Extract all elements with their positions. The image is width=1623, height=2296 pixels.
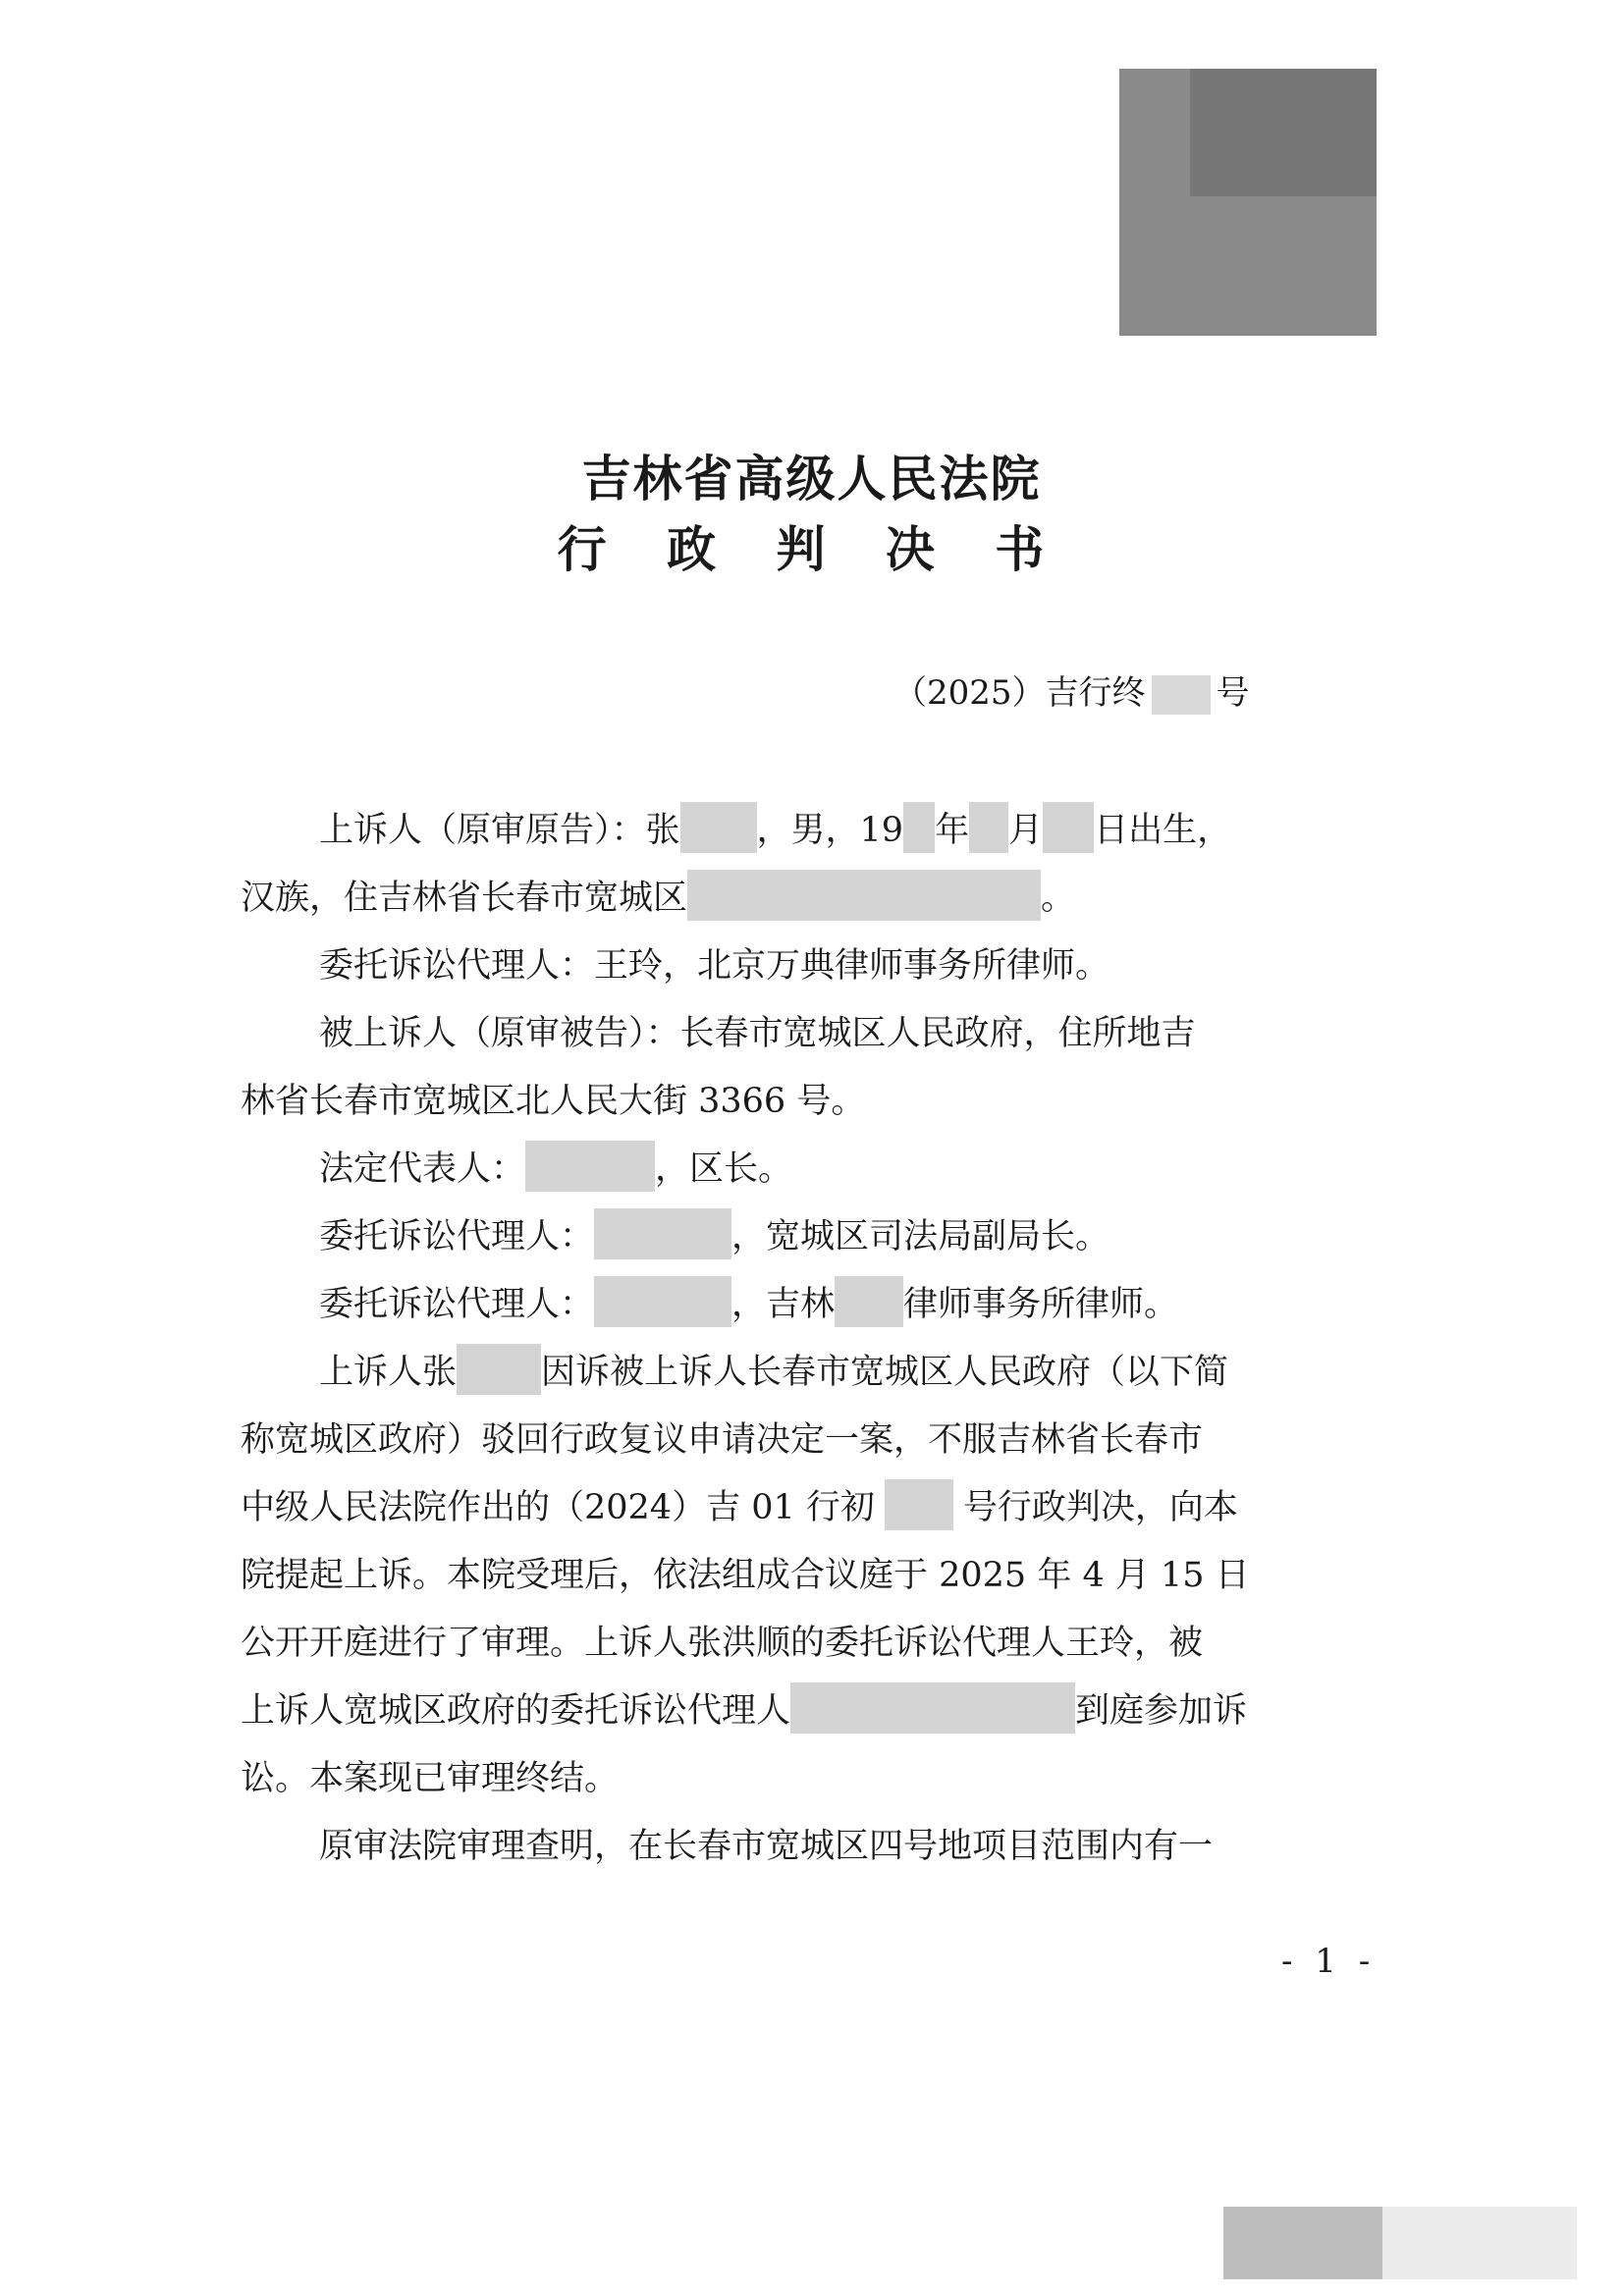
redaction: [594, 1208, 731, 1259]
agent-2-line: [241, 1203, 1370, 1271]
redaction: [594, 1276, 731, 1327]
agent-1-line: 委托诉讼代理人：王玲，北京万典律师事务所律师。: [319, 946, 1110, 986]
legal-rep-title: ，区长。: [655, 1149, 793, 1189]
narrative-text: 上诉人宽城区政府的委托诉讼代理人: [241, 1691, 791, 1731]
court-name: 吉林省高级人民法院: [581, 450, 1042, 507]
address-end: 。: [1041, 879, 1076, 918]
narrative-text: 到庭参加诉: [1075, 1691, 1248, 1731]
narrative-line-8: 原审法院审理查明，在长春市宽城区四号地项目范围内有一: [319, 1827, 1214, 1866]
redaction: [885, 1479, 953, 1530]
document-type: 行 政 判 决 书: [557, 520, 1066, 578]
redacted-footer: [1223, 2207, 1382, 2279]
appellant-gender-birth: ，男，19: [756, 811, 904, 850]
agent-2-title: ，宽城区司法局副局长。: [731, 1217, 1110, 1256]
redaction: [680, 802, 757, 853]
narrative-line-1: [241, 1339, 1370, 1407]
narrative-line-3: [241, 1474, 1370, 1542]
case-number: [893, 666, 1250, 715]
appellee-line-1: 被上诉人（原审被告）：长春市宽城区人民政府，住所地吉: [319, 1014, 1196, 1053]
narrative-text: 号行政判决，向本: [962, 1488, 1238, 1527]
agent-3-firm-suffix: 律师事务所律师。: [903, 1285, 1179, 1324]
redacted-footer: [1382, 2207, 1577, 2279]
redaction: [969, 802, 1008, 853]
narrative-line-6: [241, 1678, 1370, 1745]
year-suffix: 年: [935, 811, 970, 850]
redacted-qr-code: [1119, 69, 1377, 336]
redaction: [525, 1141, 655, 1192]
redaction: [903, 802, 935, 853]
appellee-line-2: 林省长春市宽城区北人民大街 3366 号。: [241, 1082, 866, 1121]
appellant-label: 上诉人（原审原告）：张: [319, 811, 680, 850]
legal-rep-label: 法定代表人：: [319, 1149, 526, 1189]
narrative-line-2: 称宽城区政府）驳回行政复议申请决定一案，不服吉林省长春市: [241, 1420, 1204, 1460]
document-body: [241, 797, 1370, 1881]
redaction: [835, 1276, 903, 1327]
narrative-text: 因诉被上诉人长春市宽城区人民政府（以下简: [541, 1353, 1229, 1392]
page-number: - 1 -: [1281, 1942, 1377, 1981]
agent-3-line: [241, 1271, 1370, 1339]
redaction: [1043, 802, 1094, 853]
month-suffix: 月: [1008, 811, 1044, 850]
agent-3-label: 委托诉讼代理人：: [319, 1285, 595, 1324]
agent-2-label: 委托诉讼代理人：: [319, 1217, 595, 1256]
legal-rep-line: [241, 1136, 1370, 1203]
case-number-prefix: （2025）吉行终: [893, 673, 1146, 713]
narrative-text: 中级人民法院作出的（2024）吉 01 行初: [241, 1488, 875, 1527]
appellant-address: 汉族，住吉林省长春市宽城区: [241, 879, 688, 918]
agent-3-firm-prefix: ，吉林: [731, 1285, 836, 1324]
narrative-line-4: 院提起上诉。本院受理后，依法组成合议庭于 2025 年 4 月 15 日: [241, 1556, 1250, 1595]
narrative-line-5: 公开开庭进行了审理。上诉人张洪顺的委托诉讼代理人王玲，被: [241, 1624, 1204, 1663]
birth-suffix: 日出生，: [1094, 811, 1232, 850]
redaction: [790, 1682, 1075, 1734]
redaction: [1152, 675, 1211, 715]
narrative-text: 上诉人张: [319, 1353, 458, 1392]
redaction: [457, 1344, 541, 1395]
redaction: [687, 870, 1041, 921]
appellant-line: [241, 797, 1370, 865]
narrative-line-7: 讼。本案现已审理终结。: [241, 1759, 620, 1798]
appellant-address-line: [241, 865, 1370, 933]
case-number-suffix: 号: [1216, 673, 1250, 713]
